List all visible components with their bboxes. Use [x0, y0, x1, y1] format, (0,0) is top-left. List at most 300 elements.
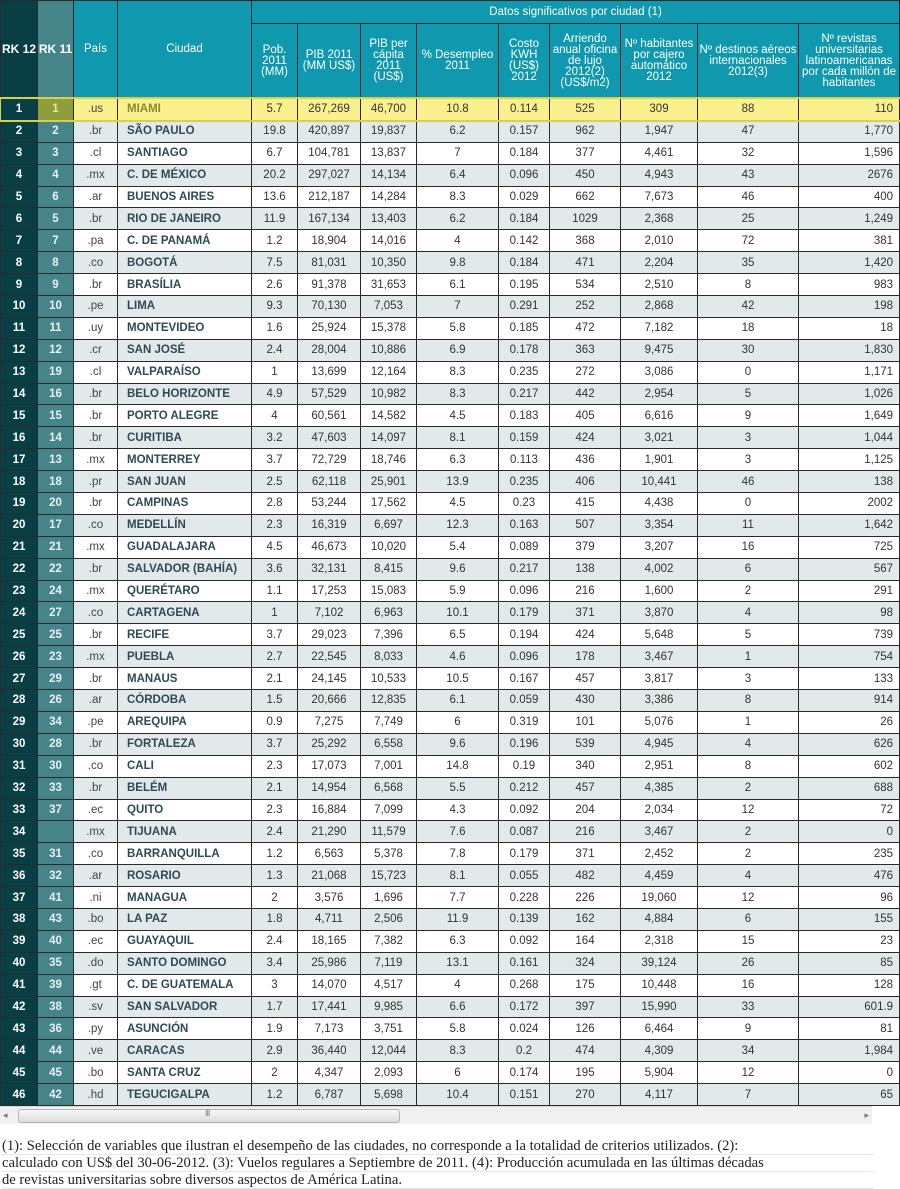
header-rk11: RK 11	[38, 1, 74, 99]
table-row[interactable]	[1, 339, 900, 361]
rank-2011-cell: 16	[38, 383, 74, 405]
unemployment-cell: 7	[417, 142, 499, 164]
population-cell: 3.7	[252, 449, 298, 471]
rank-2011-cell: 13	[38, 449, 74, 471]
kwh-cost-cell: 0.087	[499, 821, 550, 843]
rank-2012-cell: 9	[1, 274, 38, 296]
population-cell: 2.9	[252, 1040, 298, 1062]
scroll-left-arrow-icon[interactable]: ◂	[3, 1110, 8, 1120]
population-cell: 19.8	[252, 120, 298, 142]
office-rent-cell: 450	[550, 164, 621, 186]
journals-cell: 72	[799, 799, 900, 821]
country-cell: .mx	[74, 646, 118, 668]
journals-cell: 155	[799, 908, 900, 930]
table-row[interactable]	[1, 755, 900, 777]
air-destinations-cell: 2	[698, 821, 799, 843]
table-row[interactable]	[1, 405, 900, 427]
air-destinations-cell: 5	[698, 383, 799, 405]
rank-2012-cell: 12	[1, 339, 38, 361]
air-destinations-cell: 46	[698, 471, 799, 493]
header-pais: País	[74, 1, 118, 99]
unemployment-cell: 4.3	[417, 799, 499, 821]
rank-2012-cell: 20	[1, 514, 38, 536]
unemployment-cell: 4	[417, 230, 499, 252]
air-destinations-cell: 2	[698, 580, 799, 602]
air-destinations-cell: 72	[698, 230, 799, 252]
table-row[interactable]	[1, 1040, 900, 1062]
journals-cell: 2002	[799, 493, 900, 515]
air-destinations-cell: 4	[698, 865, 799, 887]
unemployment-cell: 4.5	[417, 493, 499, 515]
kwh-cost-cell: 0.142	[499, 230, 550, 252]
table-row[interactable]	[1, 99, 900, 121]
rank-2012-cell: 32	[1, 777, 38, 799]
table-row[interactable]	[1, 296, 900, 318]
table-row[interactable]	[1, 1062, 900, 1084]
office-rent-cell: 397	[550, 996, 621, 1018]
unemployment-cell: 8.3	[417, 1040, 499, 1062]
header-destinos-aereos: Nº destinos aéreos internacionales 2012(3)	[698, 24, 799, 99]
city-cell: CARACAS	[118, 1040, 252, 1062]
table-row[interactable]	[1, 668, 900, 690]
air-destinations-cell: 5	[698, 624, 799, 646]
journals-cell: 110	[799, 99, 900, 121]
office-rent-cell: 442	[550, 383, 621, 405]
country-cell: .ve	[74, 1040, 118, 1062]
header-pib: PIB 2011 (MM US$)	[298, 24, 361, 99]
country-cell: .mx	[74, 536, 118, 558]
gdp-cell: 36,440	[298, 1040, 361, 1062]
table-row[interactable]	[1, 996, 900, 1018]
rank-2012-cell: 42	[1, 996, 38, 1018]
gdp-per-capita-cell: 7,396	[361, 624, 417, 646]
rank-2011-cell: 5	[38, 208, 74, 230]
table-row[interactable]	[1, 646, 900, 668]
kwh-cost-cell: 0.161	[499, 952, 550, 974]
air-destinations-cell: 1	[698, 646, 799, 668]
rank-2012-cell: 14	[1, 383, 38, 405]
journals-cell: 133	[799, 668, 900, 690]
journals-cell: 1,249	[799, 208, 900, 230]
kwh-cost-cell: 0.184	[499, 208, 550, 230]
gdp-cell: 4,711	[298, 908, 361, 930]
header-pib-per-capita: PIB per cápita 2011 (US$)	[361, 24, 417, 99]
inhabitants-per-atm-cell: 3,870	[621, 602, 698, 624]
city-cell: SALVADOR (BAHÍA)	[118, 558, 252, 580]
unemployment-cell: 9.8	[417, 252, 499, 274]
table-row[interactable]	[1, 624, 900, 646]
air-destinations-cell: 11	[698, 514, 799, 536]
table-row[interactable]	[1, 843, 900, 865]
city-cell: QUITO	[118, 799, 252, 821]
journals-cell: 128	[799, 974, 900, 996]
unemployment-cell: 5.8	[417, 1018, 499, 1040]
table-row[interactable]	[1, 711, 900, 733]
country-cell: .co	[74, 843, 118, 865]
inhabitants-per-atm-cell: 2,868	[621, 296, 698, 318]
country-cell: .bo	[74, 1062, 118, 1084]
unemployment-cell: 6.2	[417, 120, 499, 142]
country-cell: .br	[74, 668, 118, 690]
kwh-cost-cell: 0.183	[499, 405, 550, 427]
office-rent-cell: 525	[550, 99, 621, 121]
kwh-cost-cell: 0.096	[499, 164, 550, 186]
unemployment-cell: 10.5	[417, 668, 499, 690]
table-row[interactable]	[1, 580, 900, 602]
table-row[interactable]	[1, 777, 900, 799]
table-row[interactable]	[1, 493, 900, 515]
unemployment-cell: 5.9	[417, 580, 499, 602]
gdp-per-capita-cell: 15,083	[361, 580, 417, 602]
rank-2011-cell: 30	[38, 755, 74, 777]
gdp-per-capita-cell: 6,568	[361, 777, 417, 799]
gdp-cell: 57,529	[298, 383, 361, 405]
population-cell: 2.4	[252, 339, 298, 361]
gdp-cell: 7,173	[298, 1018, 361, 1040]
air-destinations-cell: 47	[698, 120, 799, 142]
gdp-per-capita-cell: 13,403	[361, 208, 417, 230]
rank-2011-cell: 24	[38, 580, 74, 602]
population-cell: 11.9	[252, 208, 298, 230]
air-destinations-cell: 12	[698, 799, 799, 821]
unemployment-cell: 4.5	[417, 405, 499, 427]
rank-2011-cell: 10	[38, 296, 74, 318]
population-cell: 1.8	[252, 908, 298, 930]
table-row[interactable]	[1, 252, 900, 274]
unemployment-cell: 7.6	[417, 821, 499, 843]
journals-cell: 65	[799, 1084, 900, 1106]
inhabitants-per-atm-cell: 10,448	[621, 974, 698, 996]
office-rent-cell: 324	[550, 952, 621, 974]
country-cell: .ar	[74, 865, 118, 887]
table-row[interactable]	[1, 186, 900, 208]
rank-2012-cell: 5	[1, 186, 38, 208]
rank-2012-cell: 26	[1, 646, 38, 668]
inhabitants-per-atm-cell: 6,616	[621, 405, 698, 427]
air-destinations-cell: 32	[698, 142, 799, 164]
city-cell: TIJUANA	[118, 821, 252, 843]
table-row[interactable]	[1, 865, 900, 887]
population-cell: 4.5	[252, 536, 298, 558]
air-destinations-cell: 4	[698, 602, 799, 624]
city-cell: ROSARIO	[118, 865, 252, 887]
gdp-cell: 53,244	[298, 493, 361, 515]
kwh-cost-cell: 0.228	[499, 887, 550, 909]
gdp-cell: 22,545	[298, 646, 361, 668]
population-cell: 3.7	[252, 624, 298, 646]
header-desempleo: % Desempleo 2011	[417, 24, 499, 99]
country-cell: .pe	[74, 296, 118, 318]
journals-cell: 914	[799, 690, 900, 712]
gdp-cell: 3,576	[298, 887, 361, 909]
table-row[interactable]	[1, 690, 900, 712]
city-cell: FORTALEZA	[118, 733, 252, 755]
table-row[interactable]	[1, 952, 900, 974]
country-cell: .ni	[74, 887, 118, 909]
population-cell: 3.7	[252, 733, 298, 755]
office-rent-cell: 471	[550, 252, 621, 274]
kwh-cost-cell: 0.092	[499, 799, 550, 821]
gdp-per-capita-cell: 14,097	[361, 427, 417, 449]
city-cell: CÓRDOBA	[118, 690, 252, 712]
rank-2012-cell: 45	[1, 1062, 38, 1084]
rank-2012-cell: 17	[1, 449, 38, 471]
table-row[interactable]	[1, 427, 900, 449]
inhabitants-per-atm-cell: 3,086	[621, 361, 698, 383]
inhabitants-per-atm-cell: 4,943	[621, 164, 698, 186]
gdp-cell: 47,603	[298, 427, 361, 449]
gdp-per-capita-cell: 8,033	[361, 646, 417, 668]
journals-cell: 601.9	[799, 996, 900, 1018]
table-row[interactable]	[1, 602, 900, 624]
scroll-right-arrow-icon[interactable]: ▸	[864, 1110, 869, 1120]
table-row[interactable]	[1, 471, 900, 493]
inhabitants-per-atm-cell: 1,901	[621, 449, 698, 471]
unemployment-cell: 14.8	[417, 755, 499, 777]
air-destinations-cell: 4	[698, 733, 799, 755]
journals-cell: 983	[799, 274, 900, 296]
table-row[interactable]	[1, 887, 900, 909]
air-destinations-cell: 43	[698, 164, 799, 186]
gdp-cell: 104,781	[298, 142, 361, 164]
journals-cell: 26	[799, 711, 900, 733]
table-row[interactable]	[1, 361, 900, 383]
office-rent-cell: 1029	[550, 208, 621, 230]
gdp-cell: 297,027	[298, 164, 361, 186]
city-cell: MONTEVIDEO	[118, 317, 252, 339]
office-rent-cell: 377	[550, 142, 621, 164]
gdp-cell: 6,787	[298, 1084, 361, 1106]
gdp-per-capita-cell: 7,099	[361, 799, 417, 821]
air-destinations-cell: 8	[698, 274, 799, 296]
gdp-cell: 60,561	[298, 405, 361, 427]
rank-2012-cell: 35	[1, 843, 38, 865]
gdp-cell: 32,131	[298, 558, 361, 580]
gdp-per-capita-cell: 10,350	[361, 252, 417, 274]
city-cell: VALPARAÍSO	[118, 361, 252, 383]
kwh-cost-cell: 0.291	[499, 296, 550, 318]
population-cell: 1.5	[252, 690, 298, 712]
gdp-cell: 18,165	[298, 930, 361, 952]
office-rent-cell: 340	[550, 755, 621, 777]
inhabitants-per-atm-cell: 1,947	[621, 120, 698, 142]
table-row[interactable]	[1, 120, 900, 142]
kwh-cost-cell: 0.196	[499, 733, 550, 755]
city-cell: SÃO PAULO	[118, 120, 252, 142]
gdp-per-capita-cell: 6,697	[361, 514, 417, 536]
office-rent-cell: 662	[550, 186, 621, 208]
rank-2012-cell: 41	[1, 974, 38, 996]
population-cell: 3.6	[252, 558, 298, 580]
journals-cell: 567	[799, 558, 900, 580]
city-cell: CURITIBA	[118, 427, 252, 449]
rank-2012-cell: 39	[1, 930, 38, 952]
population-cell: 2.3	[252, 799, 298, 821]
country-cell: .br	[74, 777, 118, 799]
air-destinations-cell: 8	[698, 690, 799, 712]
city-cell: RIO DE JANEIRO	[118, 208, 252, 230]
table-row[interactable]	[1, 230, 900, 252]
journals-cell: 626	[799, 733, 900, 755]
journals-cell: 1,125	[799, 449, 900, 471]
country-cell: .br	[74, 405, 118, 427]
gdp-per-capita-cell: 19,837	[361, 120, 417, 142]
journals-cell: 688	[799, 777, 900, 799]
journals-cell: 1,171	[799, 361, 900, 383]
kwh-cost-cell: 0.089	[499, 536, 550, 558]
table-row[interactable]	[1, 733, 900, 755]
air-destinations-cell: 2	[698, 843, 799, 865]
city-cell: BARRANQUILLA	[118, 843, 252, 865]
city-cell: GUADALAJARA	[118, 536, 252, 558]
kwh-cost-cell: 0.184	[499, 252, 550, 274]
gdp-per-capita-cell: 11,579	[361, 821, 417, 843]
population-cell: 3.2	[252, 427, 298, 449]
city-cell: QUERÉTARO	[118, 580, 252, 602]
country-cell: .uy	[74, 317, 118, 339]
country-cell: .co	[74, 755, 118, 777]
gdp-cell: 46,673	[298, 536, 361, 558]
journals-cell: 739	[799, 624, 900, 646]
kwh-cost-cell: 0.096	[499, 646, 550, 668]
gdp-cell: 212,187	[298, 186, 361, 208]
air-destinations-cell: 25	[698, 208, 799, 230]
rank-2012-cell: 19	[1, 493, 38, 515]
rank-2012-cell: 25	[1, 624, 38, 646]
office-rent-cell: 363	[550, 339, 621, 361]
journals-cell: 1,596	[799, 142, 900, 164]
header-rk12: RK 12	[1, 1, 38, 99]
rank-2011-cell: 4	[38, 164, 74, 186]
table-row[interactable]	[1, 908, 900, 930]
rank-2011-cell: 42	[38, 1084, 74, 1106]
horizontal-scrollbar[interactable]	[0, 1106, 872, 1124]
table-row[interactable]	[1, 514, 900, 536]
country-cell: .bo	[74, 908, 118, 930]
inhabitants-per-atm-cell: 3,354	[621, 514, 698, 536]
kwh-cost-cell: 0.055	[499, 865, 550, 887]
unemployment-cell: 6.6	[417, 996, 499, 1018]
table-row[interactable]	[1, 383, 900, 405]
country-cell: .ar	[74, 690, 118, 712]
table-row[interactable]	[1, 142, 900, 164]
journals-cell: 602	[799, 755, 900, 777]
rank-2012-cell: 34	[1, 821, 38, 843]
gdp-cell: 28,004	[298, 339, 361, 361]
table-row[interactable]	[1, 799, 900, 821]
rank-2011-cell: 37	[38, 799, 74, 821]
scrollbar-thumb[interactable]	[18, 1109, 400, 1123]
table-row[interactable]	[1, 930, 900, 952]
table-row[interactable]	[1, 821, 900, 843]
kwh-cost-cell: 0.114	[499, 99, 550, 121]
gdp-cell: 14,954	[298, 777, 361, 799]
gdp-cell: 21,290	[298, 821, 361, 843]
kwh-cost-cell: 0.059	[499, 690, 550, 712]
gdp-per-capita-cell: 7,749	[361, 711, 417, 733]
table-row[interactable]	[1, 317, 900, 339]
country-cell: .mx	[74, 164, 118, 186]
table-row[interactable]	[1, 536, 900, 558]
city-cell: PUEBLA	[118, 646, 252, 668]
footnote-line: (1): Selección de variables que ilustran el desempeño de las ciudades, no corresponde a la totalidad de criterios utilizados. (2):	[2, 1138, 874, 1155]
office-rent-cell: 539	[550, 733, 621, 755]
office-rent-cell: 482	[550, 865, 621, 887]
gdp-per-capita-cell: 7,382	[361, 930, 417, 952]
table-row[interactable]	[1, 1018, 900, 1040]
header-costo-kwh: Costo KWH (US$) 2012	[499, 24, 550, 99]
unemployment-cell: 6.4	[417, 164, 499, 186]
table-row[interactable]	[1, 164, 900, 186]
table-row[interactable]	[1, 1084, 900, 1106]
journals-cell: 725	[799, 536, 900, 558]
population-cell: 1.1	[252, 580, 298, 602]
inhabitants-per-atm-cell: 4,385	[621, 777, 698, 799]
city-cell: SANTO DOMINGO	[118, 952, 252, 974]
table-row[interactable]	[1, 208, 900, 230]
journals-cell: 291	[799, 580, 900, 602]
kwh-cost-cell: 0.163	[499, 514, 550, 536]
rank-2012-cell: 46	[1, 1084, 38, 1106]
country-cell: .br	[74, 427, 118, 449]
table-row[interactable]	[1, 274, 900, 296]
rank-2011-cell: 29	[38, 668, 74, 690]
kwh-cost-cell: 0.184	[499, 142, 550, 164]
country-cell: .cr	[74, 339, 118, 361]
rank-2012-cell: 28	[1, 690, 38, 712]
rank-2011-cell: 15	[38, 405, 74, 427]
rank-2012-cell: 15	[1, 405, 38, 427]
air-destinations-cell: 34	[698, 1040, 799, 1062]
unemployment-cell: 7.8	[417, 843, 499, 865]
rank-2011-cell: 39	[38, 974, 74, 996]
kwh-cost-cell: 0.113	[499, 449, 550, 471]
inhabitants-per-atm-cell: 309	[621, 99, 698, 121]
rank-2012-cell: 10	[1, 296, 38, 318]
journals-cell: 2676	[799, 164, 900, 186]
gdp-per-capita-cell: 14,134	[361, 164, 417, 186]
rank-2011-cell: 3	[38, 142, 74, 164]
gdp-cell: 14,070	[298, 974, 361, 996]
gdp-cell: 21,068	[298, 865, 361, 887]
gdp-per-capita-cell: 8,415	[361, 558, 417, 580]
population-cell: 2	[252, 1062, 298, 1084]
gdp-per-capita-cell: 5,378	[361, 843, 417, 865]
city-cell: TEGUCIGALPA	[118, 1084, 252, 1106]
table-row[interactable]	[1, 974, 900, 996]
footnote-line: calculado con US$ del 30-06-2012. (3): Vuelos regulares a Septiembre de 2011. (4): Producción acumulada en las últimas décadas	[2, 1155, 874, 1172]
population-cell: 20.2	[252, 164, 298, 186]
gdp-per-capita-cell: 9,985	[361, 996, 417, 1018]
country-cell: .co	[74, 514, 118, 536]
air-destinations-cell: 6	[698, 558, 799, 580]
rank-2011-cell: 33	[38, 777, 74, 799]
footnote-line: de revistas universitarias sobre diversos aspectos de América Latina.	[2, 1172, 874, 1189]
office-rent-cell: 126	[550, 1018, 621, 1040]
table-body	[1, 99, 900, 1106]
office-rent-cell: 138	[550, 558, 621, 580]
table-row[interactable]	[1, 558, 900, 580]
office-rent-cell: 472	[550, 317, 621, 339]
rank-2011-cell: 21	[38, 536, 74, 558]
table-row[interactable]	[1, 449, 900, 471]
kwh-cost-cell: 0.157	[499, 120, 550, 142]
kwh-cost-cell: 0.23	[499, 493, 550, 515]
city-cell: SANTA CRUZ	[118, 1062, 252, 1084]
city-cell: MANAGUA	[118, 887, 252, 909]
city-cell: RECIFE	[118, 624, 252, 646]
country-cell: .pe	[74, 711, 118, 733]
